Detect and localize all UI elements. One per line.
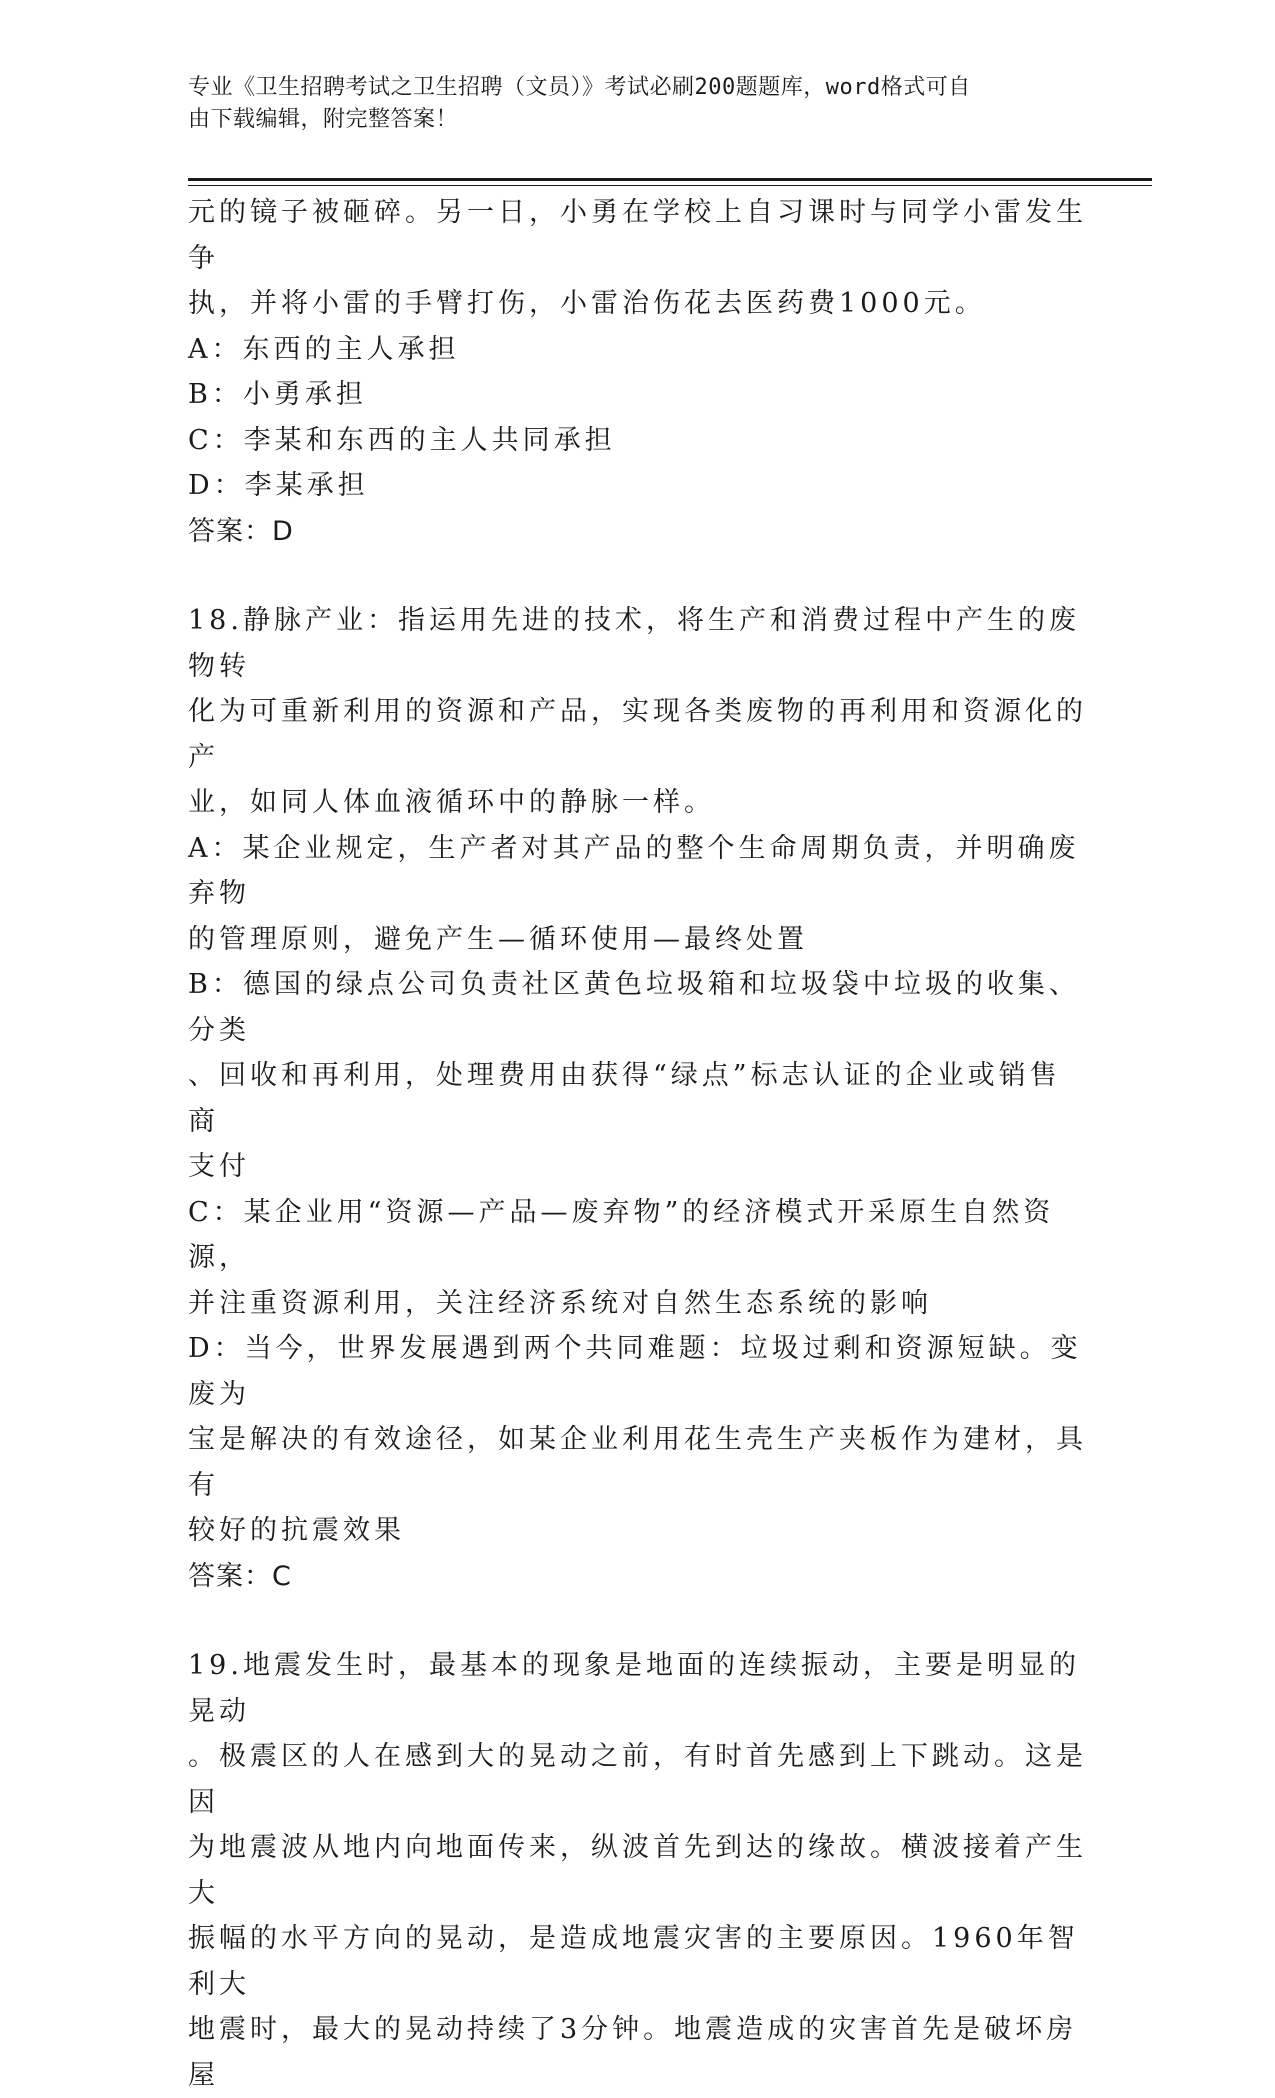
option-c: C：李某和东西的主人共同承担 bbox=[188, 424, 616, 456]
option-d-continued: 较好的抗震效果 bbox=[188, 1515, 405, 1546]
question-18 bbox=[188, 598, 1088, 1599]
header-title-line-2: 由下载编辑，附完整答案！ bbox=[188, 107, 459, 132]
question-stem-line: 业，如同人体血液循环中的静脉一样。 bbox=[188, 787, 715, 818]
question-stem-line: 。极震区的人在感到大的晃动之前，有时首先感到上下跳动。这是因 bbox=[188, 1741, 1087, 1818]
question-stem-line: 为地震波从地内向地面传来，纵波首先到达的缘故。横波接着产生大 bbox=[188, 1832, 1087, 1909]
header-divider-thin bbox=[188, 185, 1152, 186]
question-stem-line: 化为可重新利用的资源和产品，实现各类废物的再利用和资源化的产 bbox=[188, 696, 1087, 773]
option-b-continued: 、回收和再利用，处理费用由获得“绿点”标志认证的企业或销售商 bbox=[188, 1060, 1061, 1137]
option-a: A：某企业规定，生产者对其产品的整个生命周期负责，并明确废弃物 bbox=[188, 832, 1080, 909]
spacer bbox=[188, 554, 1088, 598]
option-c: C：某企业用“资源—产品—废弃物”的经济模式开采原生自然资源， bbox=[188, 1196, 1055, 1273]
option-d: D：李某承担 bbox=[188, 470, 369, 501]
option-a: A：东西的主人承担 bbox=[188, 333, 460, 365]
question-stem-line: 执，并将小雷的手臂打伤，小雷治伤花去医药费1000元。 bbox=[188, 288, 986, 319]
option-a-continued: 的管理原则，避免产生—循环使用—最终处置 bbox=[188, 923, 808, 955]
option-d-continued: 宝是解决的有效途径，如某企业利用花生壳生产夹板作为建材，具有 bbox=[188, 1424, 1087, 1501]
question-stem-line: 元的镜子被砸碎。另一日，小勇在学校上自习课时与同学小雷发生争 bbox=[188, 197, 1087, 274]
option-b: B：小勇承担 bbox=[188, 379, 367, 410]
header-divider-thick bbox=[188, 178, 1152, 181]
option-c-continued: 并注重资源利用，关注经济系统对自然生态系统的影响 bbox=[188, 1287, 932, 1319]
page-header bbox=[188, 72, 1088, 136]
question-17 bbox=[188, 190, 1088, 554]
question-stem-line: 18.静脉产业：指运用先进的技术，将生产和消费过程中产生的废物转 bbox=[188, 605, 1080, 682]
answer-line: 答案：C bbox=[188, 1560, 292, 1592]
header-title-line-1: 专业《卫生招聘考试之卫生招聘（文员）》考试必刷200题题库，word格式可自 bbox=[188, 75, 971, 100]
question-stem-line: 19.地震发生时，最基本的现象是地面的连续振动，主要是明显的晃动 bbox=[188, 1650, 1080, 1727]
question-19 bbox=[188, 1643, 1088, 2098]
spacer bbox=[188, 1599, 1088, 1643]
question-stem-line: 地震时，最大的晃动持续了3分钟。地震造成的灾害首先是破坏房屋 bbox=[188, 2014, 1078, 2091]
option-b-continued: 支付 bbox=[188, 1151, 250, 1182]
question-stem-line: 振幅的水平方向的晃动，是造成地震灾害的主要原因。1960年智利大 bbox=[188, 1923, 1079, 2000]
answer-line: 答案：D bbox=[188, 515, 294, 547]
option-d: D：当今，世界发展遇到两个共同难题：垃圾过剩和资源短缺。变废为 bbox=[188, 1333, 1082, 1410]
document-body bbox=[188, 190, 1088, 2098]
option-b: B：德国的绿点公司负责社区黄色垃圾箱和垃圾袋中垃圾的收集、分类 bbox=[188, 969, 1080, 1046]
